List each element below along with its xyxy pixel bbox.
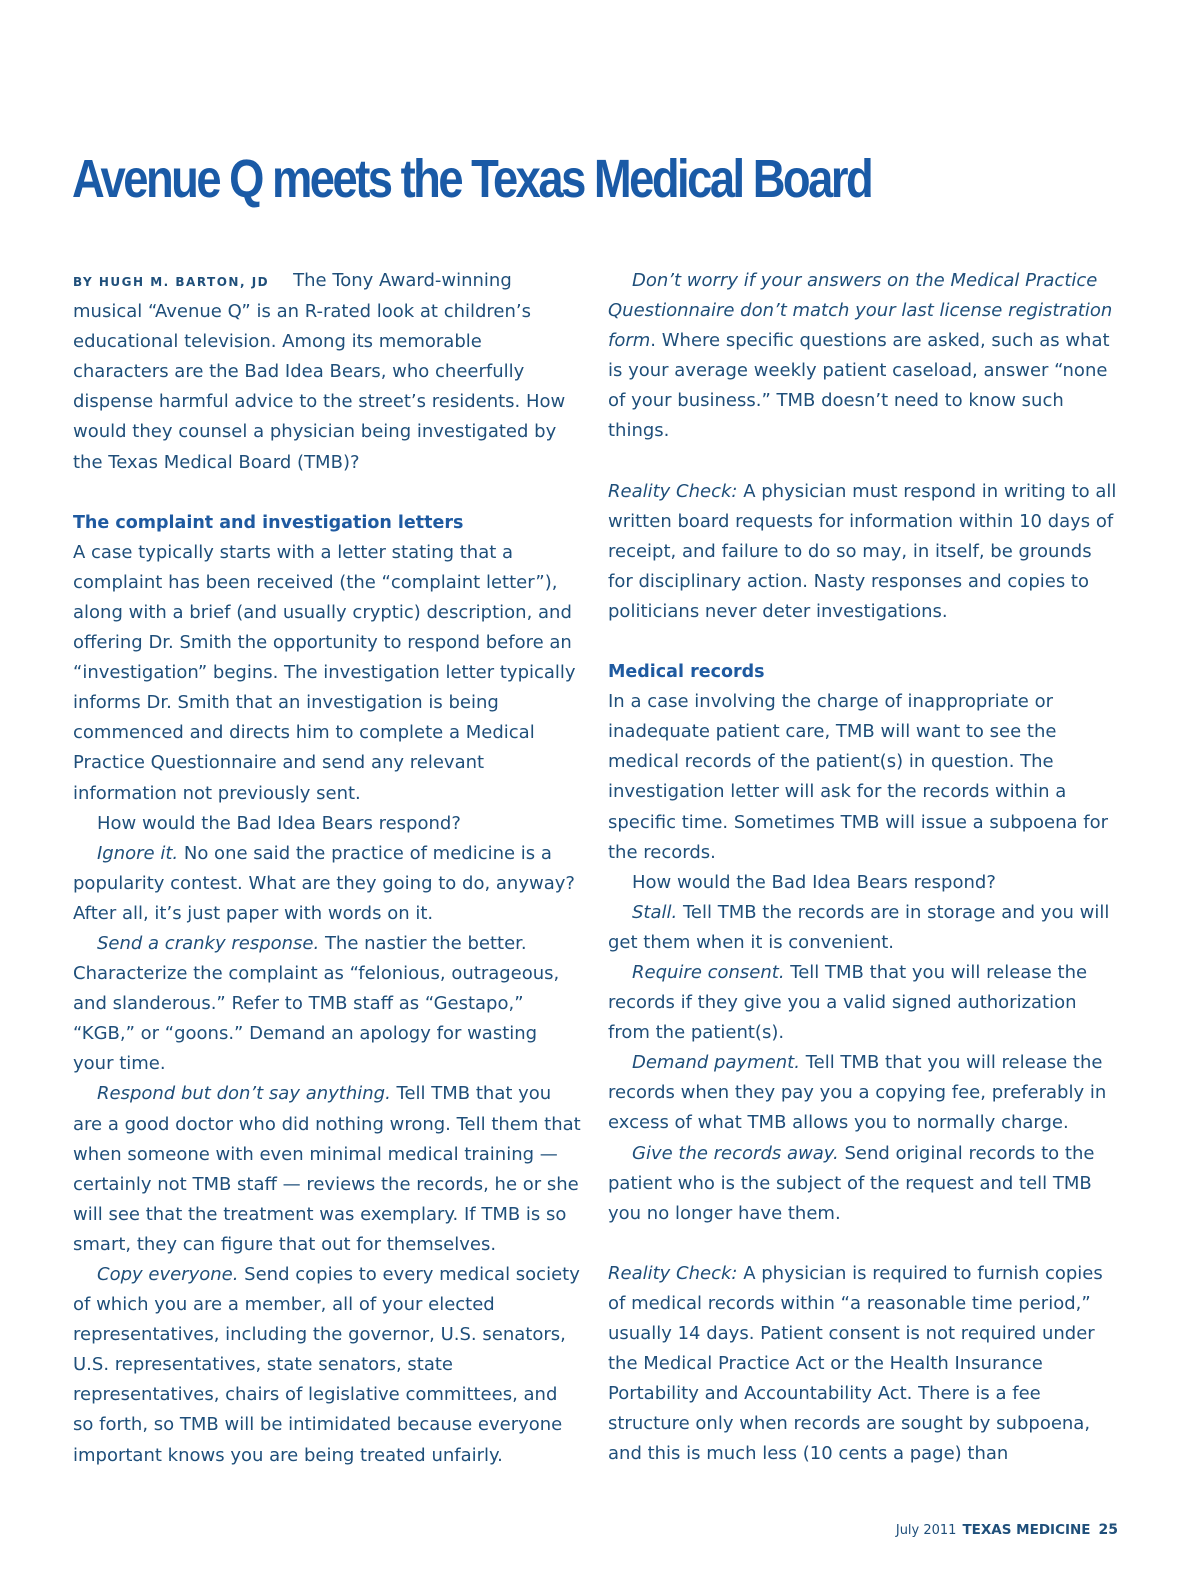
paragraph: Send a cranky response. The nastier the better. Characterize the complaint as “felonious, outrageous, and slanderous.” Refer to TMB staff as “Gestapo,” “KGB,” or “goons.” Demand an apology for wasting your time. — [73, 932, 560, 1075]
paragraph: Respond but don’t say anything. Tell TMB that you are a good doctor who did nothing wrong. Tell them that when someone with even minimal medical training — certainly not TMB staff — reviews the records, he or she will see that the treatment was exemplary. If TMB is so smart, they can figure that out for themselves. — [73, 1083, 581, 1255]
article-title: Avenue Q meets the Texas Medical Board — [72, 149, 872, 209]
page-number: 25 — [1098, 1522, 1118, 1538]
magazine-name: TEXAS MEDICINE — [962, 1522, 1091, 1538]
paragraph: Give the records away. Send original records to the patient who is the subject of the request and tell TMB you no longer have them. — [608, 1142, 1095, 1224]
paragraph: A case typically starts with a letter stating that a complaint has been received (the “complaint letter”), along with a brief (and usually cryptic) description, and offering Dr. Smith the opportunity to respond before an “investigation” begins. The investigation letter typically informs Dr. Smith that an investigation is being commenced and directs him to complete a Medical Practice Questionnaire and send any relevant information not previously sent. — [73, 541, 576, 804]
article-column-right — [608, 266, 1120, 1469]
paragraph: How would the Bad Idea Bears respond? — [632, 871, 996, 893]
paragraph: Copy everyone. Send copies to every medical society of which you are a member, all of your elected representatives, including the governor, U.S. senators, U.S. representatives, state senators, state representatives, chairs of legislative committees, and so forth, so TMB will be intimidated because everyone important knows you are being treated unfairly. — [73, 1264, 580, 1466]
page-footer — [896, 1522, 1118, 1538]
paragraph: How would the Bad Idea Bears respond? — [97, 812, 461, 834]
byline: BY HUGH M. BARTON, JD — [73, 275, 270, 289]
paragraph: Demand payment. Tell TMB that you will release the records when they pay you a copying fee, preferably in excess of what TMB allows you to normally charge. — [608, 1052, 1107, 1134]
article-column-left — [73, 266, 583, 1471]
paragraph: Ignore it. No one said the practice of medicine is a popularity contest. What are they going to do, anyway? After all, it’s just paper with words on it. — [73, 842, 575, 924]
section-heading-complaint: The complaint and investigation letters — [73, 512, 464, 533]
issue-date: July 2011 — [895, 1523, 957, 1538]
reality-check-paragraph: Reality Check: A physician must respond in writing to all written board requests for information within 10 days of receipt, and failure to do so may, in itself, be grounds for disciplinary action. Nasty responses and copies to politicians never deter investigations. — [608, 480, 1117, 622]
intro-paragraph: BY HUGH M. BARTON, JD The Tony Award-winning musical “Avenue Q” is an R-rated look at children’s educational television. Among its memorable characters are the Bad Idea Bears, who cheerfully dispense harmful advice to the street’s residents. How would they counsel a physician being investigated by the Texas Medical Board (TMB)? — [73, 270, 566, 473]
reality-check-paragraph: Reality Check: A physician is required to furnish copies of medical records within “a reasonable time period,” usually 14 days. Patient consent is not required under the Medical Practice Act or the Health Insurance Portability and Accountability Act. There is a fee structure only when records are sought by subpoena, and this is much less (10 cents a page) than — [608, 1262, 1103, 1465]
paragraph: Require consent. Tell TMB that you will release the records if they give you a valid signed authorization from the patient(s). — [608, 961, 1088, 1044]
paragraph: In a case involving the charge of inappropriate or inadequate patient care, TMB will want to see the medical records of the patient(s) in question. The investigation letter will ask for the records within a specific time. Sometimes TMB will issue a subpoena for the records. — [608, 691, 1109, 863]
paragraph: Stall. Tell TMB the records are in storage and you will get them when it is convenient. — [608, 901, 1110, 953]
paragraph: Don’t worry if your answers on the Medical Practice Questionnaire don’t match your last license registration form. Where specific questions are asked, such as what is your average weekly patient caseload, answer “none of your business.” TMB doesn’t need to know such things. — [608, 270, 1113, 442]
section-heading-medical-records: Medical records — [608, 662, 765, 683]
